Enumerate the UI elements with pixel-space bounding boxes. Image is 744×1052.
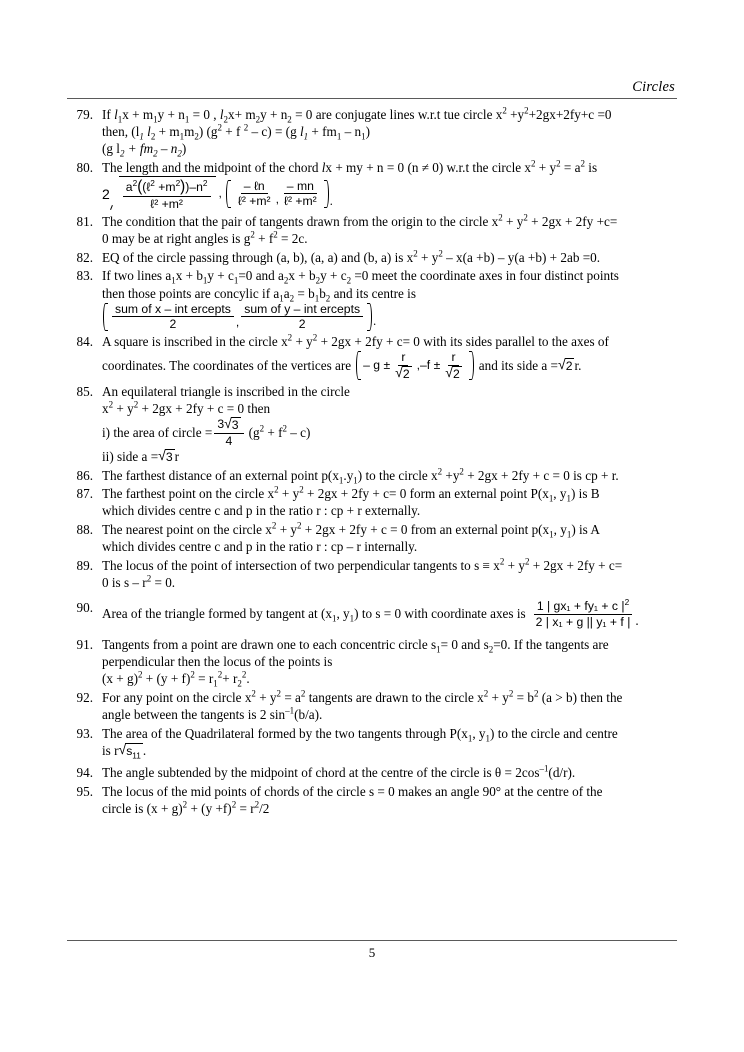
t: ) (181, 141, 187, 157)
paren-left (225, 179, 232, 209)
square-vertices-formula (355, 350, 475, 381)
t: and its side a = (478, 358, 558, 374)
t: + 2gx + 2fy + c = 0 is cp + r. (463, 467, 619, 483)
t: = 0 and s (440, 636, 489, 652)
t: = a (560, 159, 581, 175)
t: + 2gx + 2fy + c= 0 with its sides parallel to the axes of (317, 334, 609, 350)
t: An equilateral triangle is inscribed in the circle (102, 383, 350, 399)
t: + f (264, 424, 283, 440)
item-text: The area of the Quadrilateral formed by the two tangents through $P(x_1$, $y_1$) to the circle and centre is r √ $s_{11}$ . (102, 725, 618, 761)
t: perpendicular then the locus of the points is (102, 654, 333, 670)
paren-content (362, 350, 468, 381)
item-text: An equilateral triangle is inscribed in the circle $x^2 + y^2 + 2gx + 2fy + c = 0$ then i) the area of circle = 3 √ 3 4 $(g^2 + f^2 - c)$ ii) side a = √ 3 r (102, 383, 350, 465)
t: 2 (565, 359, 573, 374)
list-item (67, 106, 677, 157)
t: – c) (286, 424, 311, 440)
t: . (329, 193, 333, 208)
denominator: 2 | x₁ + g || y₁ + f | (535, 614, 631, 629)
t: (d/r). (548, 765, 576, 781)
t: – n (157, 141, 178, 157)
t: b (319, 285, 326, 301)
t: ) is B (570, 486, 600, 502)
triangle-area-formula (531, 597, 639, 629)
t: (b/a). (294, 707, 323, 723)
chord-length-midpoint-formula: 2 $\frac{a^2((\ell^2 +m^2))-n^2}{\text{ℓ² +m²}}$ , $\frac{\text{– ℓn}}{\text{ℓ² +m²}}$ , $\frac{- mn}{\text{ℓ² +m²}}$ . (102, 178, 333, 212)
item-number: 80. (76, 159, 93, 175)
item-number: 86. (76, 467, 93, 483)
t: ii) side a = (102, 448, 159, 464)
t: + 2gx + 2fy + c = 0 then (138, 400, 271, 416)
denominator: ℓ² +m² (237, 194, 271, 209)
t: 3 (231, 418, 239, 433)
sqrt-s11: √ $s_{11}$ (118, 740, 141, 761)
t: + y (488, 689, 509, 705)
t: EQ of the circle passing through (a, b), (a, a) and (b, a) is x (102, 249, 414, 265)
t: + 2gx + 2fy + c = 0 from an external point p(x (301, 522, 550, 538)
t: s (126, 744, 133, 759)
t: a (125, 180, 133, 195)
t: = r (236, 800, 255, 816)
t: then, (l (102, 124, 140, 140)
t: + (y +f) (187, 800, 232, 816)
list-item (67, 725, 677, 759)
t: = 0. (151, 575, 176, 590)
midpoint-pair (225, 179, 330, 209)
radicand (125, 743, 143, 759)
t: , y (553, 522, 567, 538)
t: +m (158, 180, 176, 195)
t: = 0 are conjugate lines w.r.t tue circle x (291, 107, 503, 122)
numerator: – mn (284, 179, 317, 194)
fraction (392, 350, 414, 381)
t: , y (472, 725, 486, 741)
exponent: –1 (285, 705, 295, 716)
exponent: –1 (539, 763, 549, 774)
item-number: 83. (76, 268, 93, 284)
item-number: 87. (76, 486, 93, 502)
t: which divides centre c and p in the ratio r : cp + r externally. (102, 503, 421, 519)
t: + 2gx + 2fy + c= (529, 557, 623, 573)
t: coordinates. The coordinates of the vertices are (102, 358, 352, 374)
denominator: ℓ² +m² (150, 197, 183, 212)
t: =0 meet the coordinate axes in four distinct points (351, 268, 619, 284)
t: /2 (259, 800, 270, 816)
t: . (142, 742, 147, 758)
t: + y (276, 522, 298, 538)
t: + fm (308, 124, 337, 140)
item-number: 89. (76, 557, 93, 573)
concyclic-centre-formula (102, 302, 376, 332)
t: circle is (x + g) (102, 800, 183, 816)
list-item (67, 783, 677, 817)
t: y + c (207, 268, 234, 284)
t: , y (553, 486, 567, 502)
t: ) (g (198, 124, 218, 140)
t: ,–f ± (416, 357, 441, 372)
list-item (67, 557, 677, 591)
t: 11 (132, 750, 141, 761)
t: ) is A (571, 522, 600, 538)
numerator: sum of y – int ercepts (241, 302, 363, 317)
t: x + b (288, 268, 316, 284)
radicand (119, 176, 216, 211)
item-number: 84. (76, 334, 93, 350)
fraction (214, 414, 243, 448)
t: = b (294, 285, 315, 301)
paren-content: $\frac{\text{sum of x – int ercepts}}{2}$ , $\frac{\text{sum of y – int ercepts}}{2}$ (109, 302, 366, 332)
fraction (533, 599, 634, 629)
t: =0 and a (238, 268, 284, 284)
t: 0 is s – r (102, 575, 147, 590)
t: . (635, 612, 639, 628)
page-number: 5 (368, 945, 376, 960)
paren-right (468, 350, 475, 381)
denominator: 4 (225, 433, 233, 448)
list-item (67, 599, 677, 629)
area-of-circle-formula (212, 414, 245, 448)
paren-left (102, 302, 109, 332)
exponent: 2 (624, 597, 630, 608)
t: x (102, 400, 109, 416)
numerator: 3 √ 3 (214, 417, 243, 434)
t: + y (292, 334, 313, 350)
t: Area of the triangle formed by tangent at (x (102, 606, 332, 622)
t: . (373, 313, 377, 328)
t: + y (504, 557, 525, 573)
item-text (93, 764, 677, 781)
t: and its centre is (330, 285, 416, 301)
numerator: sum of x – int ercepts (112, 302, 234, 317)
t: The area of the Quadrilateral formed by the two tangents through P(x (102, 725, 468, 741)
fraction (442, 350, 464, 381)
t: i) the area of circle = (102, 424, 213, 440)
t: 1 | gx₁ + fy₁ + c | (536, 599, 625, 614)
t: = a (281, 689, 301, 705)
coefficient-2: 2 (102, 185, 110, 202)
t: A square is inscribed in the circle x (102, 334, 288, 350)
denominator: ℓ² +m² (284, 194, 317, 209)
t: 2 (452, 367, 460, 382)
item-text: The locus of the point of intersection of two perpendicular tangents to $s \equiv x^2 + y^2 + 2gx + 2fy + c=$ 0 is $s - r^2 = 0$. (102, 556, 623, 590)
t: The farthest distance of an external point p(x (102, 467, 339, 483)
t: is (584, 159, 598, 175)
denominator: √ 2 (445, 363, 460, 382)
t: =0. If the tangents are (493, 636, 609, 652)
numerator: r (398, 350, 408, 365)
sqrt-radical (110, 176, 216, 211)
t: ) to the circle and centre (490, 725, 618, 741)
t: + fm (124, 141, 154, 157)
t: y + c (320, 268, 347, 284)
t: = 2c. (277, 231, 308, 247)
t: – x(a +b) – y(a +b) + 2ab =0. (442, 249, 601, 265)
t: For any point on the circle x (102, 689, 252, 705)
fraction (123, 178, 211, 211)
t: + (y + f) (142, 671, 191, 687)
t: a (283, 285, 290, 301)
denominator: 2 (298, 317, 306, 332)
t: + r (222, 671, 238, 687)
item-text: The nearest point on the circle $x^2 + y^2 + 2gx + 2fy + c = 0$ from an external point $p(x_1$, $y_1$) is A which divides centre c and p in the ratio r : cp – r internally. (102, 520, 600, 555)
item-text: The farthest distance of an external point $p(x_1.y_1)$ to the circle $x^2 +y^2 + 2gx + 2fy + c = 0$ is cp + r. (102, 466, 619, 486)
list-item (67, 636, 677, 687)
t: + y (278, 486, 300, 502)
numerator: $a^2((\ell^2 +m^2))-n^2$ (123, 178, 211, 197)
t: (g (248, 424, 260, 440)
t: , y (336, 606, 350, 622)
item-text: The farthest point on the circle $x^2 + y^2 + 2gx + 2fy + c= 0$ form an external point $P(x_1$, $y_1$) is B which divides centre c and p in the ratio r : cp + r externally. (102, 484, 600, 519)
item-number: 92. (76, 689, 93, 705)
item-text: For any point on the circle $x^2 + y^2 = a^2$ tangents are drawn to the circle $x^2 + y^2 = b^2$ (a > b) then the angle between the tangents is 2 $\sin^{-1}(b/a)$. (102, 688, 623, 723)
item-text: The length and the midpoint of the chord lx + my + n = 0 (n ≠ 0) w.r.t the circle $x^2 + y^2 = a^2$ is 2 $\frac{a^2((\ell^2 +m^2))-n^2}{\text{ℓ² +m²}}$ , $\frac{\text{– ℓn}}{\text{ℓ² +m²}}$ , $\frac{- mn}{\text{ℓ² +m²}}$ . (102, 158, 598, 212)
t: tangents are drawn to the circle x (305, 689, 484, 705)
t: +y (506, 107, 525, 122)
list-item (67, 249, 677, 266)
paren-right (366, 302, 373, 332)
t: + f (222, 124, 244, 140)
footer-rule (67, 940, 677, 941)
t: – n (341, 124, 362, 140)
side-sqrt3: √ 3 (158, 446, 173, 465)
fraction (241, 302, 363, 332)
t: y + n (157, 107, 185, 122)
item-number: 91. (76, 636, 93, 652)
paren-right (323, 179, 330, 209)
page-footer (67, 938, 677, 961)
item-number: 95. (76, 783, 93, 799)
denominator: 2 (169, 317, 177, 332)
list-item (67, 485, 677, 519)
t: The locus of the point of intersection of two perpendicular tangents to s ≡ x (102, 557, 500, 573)
t: The length and the midpoint of the chord (102, 159, 322, 175)
item-number: 90. (76, 600, 93, 616)
t: (a > b) then the (538, 689, 623, 705)
item-text: If two lines $a_1x + b_1y + c_1=0$ and $a_2x + b_2y + c_2 =0$ meet the coordinate axes in four distinct points then those points are concylic if $a_1a_2 = b_1b_2$ and its centre is $\frac{\text{sum of x – int ercepts}}{2}$ , $\frac{\text{sum of y – int ercepts}}{2}$ . (102, 268, 619, 332)
t: +2gx+2fy+c =0 (528, 107, 612, 122)
t: . (246, 671, 250, 687)
list-item (67, 267, 677, 331)
paren-left (355, 350, 362, 381)
t: + y (535, 159, 557, 175)
t: Tangents from a point are drawn one to each concentric circle s (102, 636, 437, 652)
t: )–n (185, 180, 203, 195)
list-item (67, 213, 677, 247)
t: The farthest point on the circle x (102, 486, 275, 502)
centre-pair (102, 302, 373, 332)
item-text: A square is inscribed in the circle $x^2 + y^2 + 2gx + 2fy + c= 0$ with its sides parallel to the axes of coordinates. The coordinates of the vertices are – g ± r √ 2 ,–f ± r √ 2 and its side a = √ 2 r. (102, 332, 609, 382)
t: x + b (175, 268, 203, 284)
t: x+ m (228, 107, 256, 122)
t: 3 (165, 450, 173, 465)
list-item (67, 689, 677, 723)
t: which divides centre c and p in the ratio r : cp – r internally. (102, 539, 418, 555)
item-text: The condition that the pair of tangents drawn from the origin to the circle $x^2 + y^2 + 2gx + 2fy +c=$ 0 may be at right angles is $g^2 + f^2 = 2c$. (102, 212, 618, 247)
item-number: 94. (76, 765, 93, 781)
fraction (112, 302, 234, 332)
t: The nearest point on the circle x (102, 522, 272, 538)
t: The angle subtended by the midpoint of chord at the centre of the circle is θ = 2cos (102, 765, 540, 781)
item-text: Tangents from a point are drawn one to each concentric circle $s_1= 0$ and $s_2=0$. If the tangents are perpendicular then the locus of the points is $(x + g)^2 + (y + f)^2 = r_1^2+ r_2^2$. (102, 636, 609, 689)
t: = b (513, 689, 534, 705)
item-number: 79. (76, 107, 93, 122)
t: x + m (122, 107, 154, 122)
list-item (67, 333, 677, 381)
t: (ℓ (142, 180, 151, 195)
item-number: 82. (76, 249, 93, 265)
t: ) to s = 0 with coordinate axes is (354, 606, 526, 622)
t: = 0 , (189, 107, 220, 122)
numerator: r (448, 350, 458, 365)
t: = r (194, 671, 214, 687)
item-number: 81. (76, 214, 93, 229)
t: + y (113, 400, 134, 416)
t: + f (254, 231, 274, 247)
t: +y (442, 467, 460, 483)
t: 0 may be at right angles is g (102, 231, 251, 247)
t: + 2gx + 2fy +c= (527, 214, 618, 229)
t: The condition that the pair of tangents drawn from the origin to the circle x (102, 214, 499, 229)
denominator: √ 2 (395, 363, 410, 382)
item-text: Area of the triangle formed by tangent at ($x_1$, $y_1$) to s = 0 with coordinate axes is $\frac{1 | gx_1 + fy_1 + c |^2}{\text{2 | x₁ + g || y₁ + f |}}$ . (102, 597, 639, 629)
t: (x + g) (102, 671, 139, 687)
list-item (67, 521, 677, 555)
fraction (235, 179, 274, 209)
t: 3 (217, 416, 225, 431)
vertices-pair (355, 350, 475, 381)
t: – c) = (g (248, 124, 300, 140)
t: The locus of the mid points of chords of the circle s = 0 makes an angle 90° at the centre of the (102, 783, 603, 799)
item-number: 88. (76, 522, 93, 538)
t: If (102, 107, 115, 122)
t: y + n (260, 107, 288, 122)
t: (g l (102, 141, 120, 157)
t: – g ± (363, 357, 391, 372)
t: + y (255, 689, 277, 705)
item-text: EQ of the circle passing through (a, b), (a, a) and (b, a) is $x^2 + y^2 - x(a +b) - y(a +b) + 2ab =0$. (102, 248, 601, 265)
numerator: – ℓn (241, 179, 268, 194)
t: r (174, 448, 180, 464)
t: then those points are concylic if a (102, 285, 280, 301)
t: + 2gx + 2fy + c= 0 form an external point P(x (303, 486, 549, 502)
t: + y (502, 214, 524, 229)
paren-content: $\frac{\text{– ℓn}}{\text{ℓ² +m²}}$ , $\frac{- mn}{\text{ℓ² +m²}}$ (232, 179, 323, 209)
t: + y (417, 249, 439, 265)
list-item (67, 159, 677, 212)
page-header (67, 80, 677, 99)
list-item (67, 383, 677, 465)
t: x + my + n = 0 (n ≠ 0) w.r.t the circle x (325, 159, 532, 175)
item-text: The locus of the mid points of chords of the circle s = 0 makes an angle 90° at the centre of the circle is $(x + g)^2 + (y +f)^2 = r^2/2$ (102, 783, 603, 816)
item-number: 93. (76, 725, 93, 741)
t: .y (343, 467, 354, 483)
t: angle between the tangents is 2 sin (102, 707, 286, 723)
t: 2 (402, 367, 410, 382)
t: ) to the circle x (357, 467, 438, 483)
formula-list (67, 106, 677, 819)
fraction (281, 179, 320, 209)
item-number: 85. (76, 383, 93, 399)
list-item (67, 764, 677, 781)
t: r. (574, 358, 582, 374)
t: + m (155, 124, 180, 140)
list-item (67, 467, 677, 484)
numerator (534, 599, 632, 614)
t: m (184, 124, 195, 140)
header-rule (67, 98, 677, 99)
header-title: Circles (632, 79, 675, 95)
t: is r (102, 742, 119, 758)
side-length-sqrt: √ 2 (558, 355, 573, 374)
item-text: If $l_1x + m_1y + n_1 = 0$ , $l_2x+ m_2y + n_2 = 0$ are conjugate lines w.r.t tue circle $x^2 +y^2+2gx+2fy+c =0$ then, ($l_1$ $l_2 + m_1m_2$) ($g^2 + f$ $^2$ – c) = (g $l_1 + fm_1 - n_1$) (g $l_2 + fm_2 - n_2$) (102, 105, 612, 159)
t: If two lines a (102, 268, 172, 284)
